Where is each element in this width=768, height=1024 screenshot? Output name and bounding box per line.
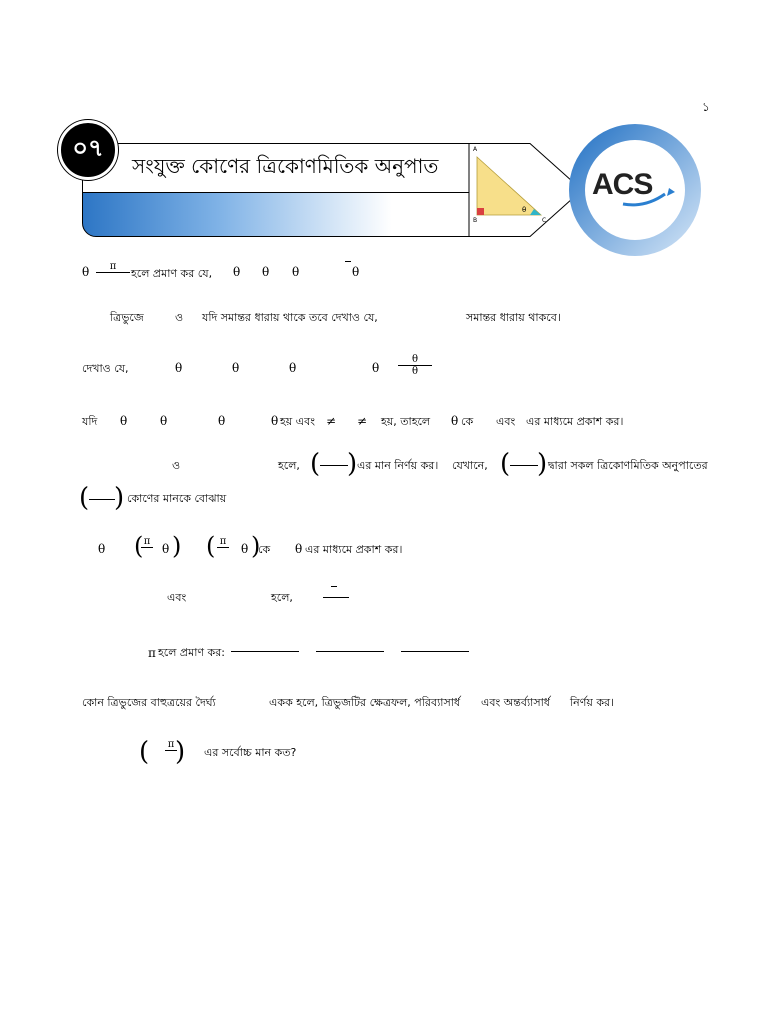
chapter-number-badge: ০৭ [58, 120, 118, 180]
q2-text-d: সমান্তর ধারায় থাকবে। [466, 311, 561, 324]
q6-theta-1: θ [98, 542, 106, 556]
q3-fraction: θ θ [398, 354, 432, 377]
q5-paren-open-1: ( [310, 449, 321, 479]
q5-blank-3 [89, 499, 115, 500]
q1-fraction: π [96, 261, 130, 283]
q4-text-b: হয়, তাহলে [381, 415, 431, 428]
q5-text-b: হলে, [278, 459, 300, 472]
q4-not-equal-2: ≠ [357, 414, 368, 428]
q4-lead: যদি [82, 415, 98, 428]
q6-paren-open-2: ( [206, 532, 216, 560]
q5-text-f: কোণের মানকে বোঝায় [127, 492, 227, 505]
q4-text-d: এবং [496, 415, 516, 428]
q4-theta-3: θ [218, 414, 226, 428]
q5-text-e: দ্বারা সকল ত্রিকোণমিতিক অনুপাতের [548, 459, 708, 472]
q7-fraction-bar [323, 597, 349, 598]
q7-text-a: এবং [167, 591, 187, 604]
q1-overbar [345, 261, 351, 262]
q3-lead: দেখাও যে, [82, 362, 129, 375]
q6-paren-close-2: ) [251, 532, 261, 560]
q8-fraction-bar-2 [316, 651, 384, 652]
q6-theta-4: θ [295, 542, 303, 556]
q1-theta-2: θ [233, 265, 241, 279]
q4-theta-1: θ [120, 414, 128, 428]
q3-theta-1: θ [175, 361, 183, 375]
q6-paren-open-1: ( [134, 532, 144, 560]
q10-fraction: π [164, 739, 178, 761]
q9-text-c: এবং অন্তর্ব্যাসার্ধ [481, 696, 550, 709]
q8-text-a: হলে প্রমাণ কর: [158, 646, 226, 659]
q5-paren-open-2: ( [500, 449, 511, 479]
q9-text-d: নির্ণয় কর। [570, 696, 615, 709]
q2-text-a: ত্রিভুজে [110, 311, 144, 324]
q7-overbar [331, 586, 337, 587]
q8-fraction-bar-1 [231, 651, 299, 652]
chapter-title: সংযুক্ত কোণের ত্রিকোণমিতিক অনুপাত [132, 154, 439, 178]
q4-theta-2: θ [160, 414, 168, 428]
q3-theta-3: θ [289, 361, 297, 375]
q5-paren-close-3: ) [114, 483, 125, 513]
q5-blank-2 [510, 465, 538, 466]
q6-paren-close-1: ) [172, 532, 182, 560]
q9-text-b: একক হলে, ত্রিভুজটির ক্ষেত্রফল, পরিব্যাসার্ধ [269, 696, 461, 709]
q10-paren-close: ) [175, 737, 186, 767]
q5-text-c: এর মান নির্ণয় কর। [357, 459, 439, 472]
q1-theta-5: θ [352, 265, 360, 279]
q1-theta-3: θ [262, 265, 270, 279]
q9-text-a: কোন ত্রিভুজের বাহুত্রয়ের দৈর্ঘ্য [82, 696, 216, 709]
q4-text-e: এর মাধ্যমে প্রকাশ কর। [526, 415, 624, 428]
q5-paren-close-2: ) [537, 449, 548, 479]
q4-text-c: কে [461, 415, 474, 428]
q8-pi: π [148, 646, 156, 660]
triangle-vertex-c: C [542, 217, 547, 224]
q10-paren-open: ( [139, 737, 150, 767]
q7-text-b: হলে, [271, 591, 293, 604]
q6-text-b: এর মাধ্যমে প্রকাশ কর। [305, 543, 403, 556]
q8-fraction-bar-3 [401, 651, 469, 652]
q5-text-a: ও [172, 459, 181, 472]
q2-text-c: যদি সমান্তর ধারায় থাকে তবে দেখাও যে, [202, 311, 378, 324]
q1-theta-4: θ [292, 265, 300, 279]
q3-theta-4: θ [372, 361, 380, 375]
q5-paren-open-3: ( [79, 483, 90, 513]
q4-text-a: হয় এবং [280, 415, 315, 428]
q4-theta-5: θ [451, 414, 459, 428]
q5-text-d: যেখানে, [452, 459, 488, 472]
acs-logo-text: ACS [592, 168, 653, 201]
q1-text: হলে প্রমাণ কর যে, [131, 267, 213, 280]
triangle-vertex-b: B [473, 217, 478, 224]
q6-fraction-1: π [140, 536, 154, 558]
q3-theta-2: θ [232, 361, 240, 375]
q10-text-a: এর সর্বোচ্চ মান কত? [204, 746, 297, 759]
q1-theta: θ [82, 265, 90, 279]
q4-theta-4: θ [271, 414, 279, 428]
q6-theta-2: θ [162, 542, 170, 556]
q5-blank-1 [320, 465, 348, 466]
q6-theta-3: θ [241, 542, 249, 556]
triangle-angle-theta: θ [522, 206, 527, 214]
q6-text-a: কে [258, 543, 271, 556]
q6-fraction-2: π [216, 536, 230, 558]
q2-text-b: ও [175, 311, 184, 324]
q5-paren-close-1: ) [347, 449, 358, 479]
triangle-vertex-a: A [473, 146, 478, 153]
page-number: ১ [702, 100, 710, 114]
q4-not-equal-1: ≠ [326, 414, 337, 428]
